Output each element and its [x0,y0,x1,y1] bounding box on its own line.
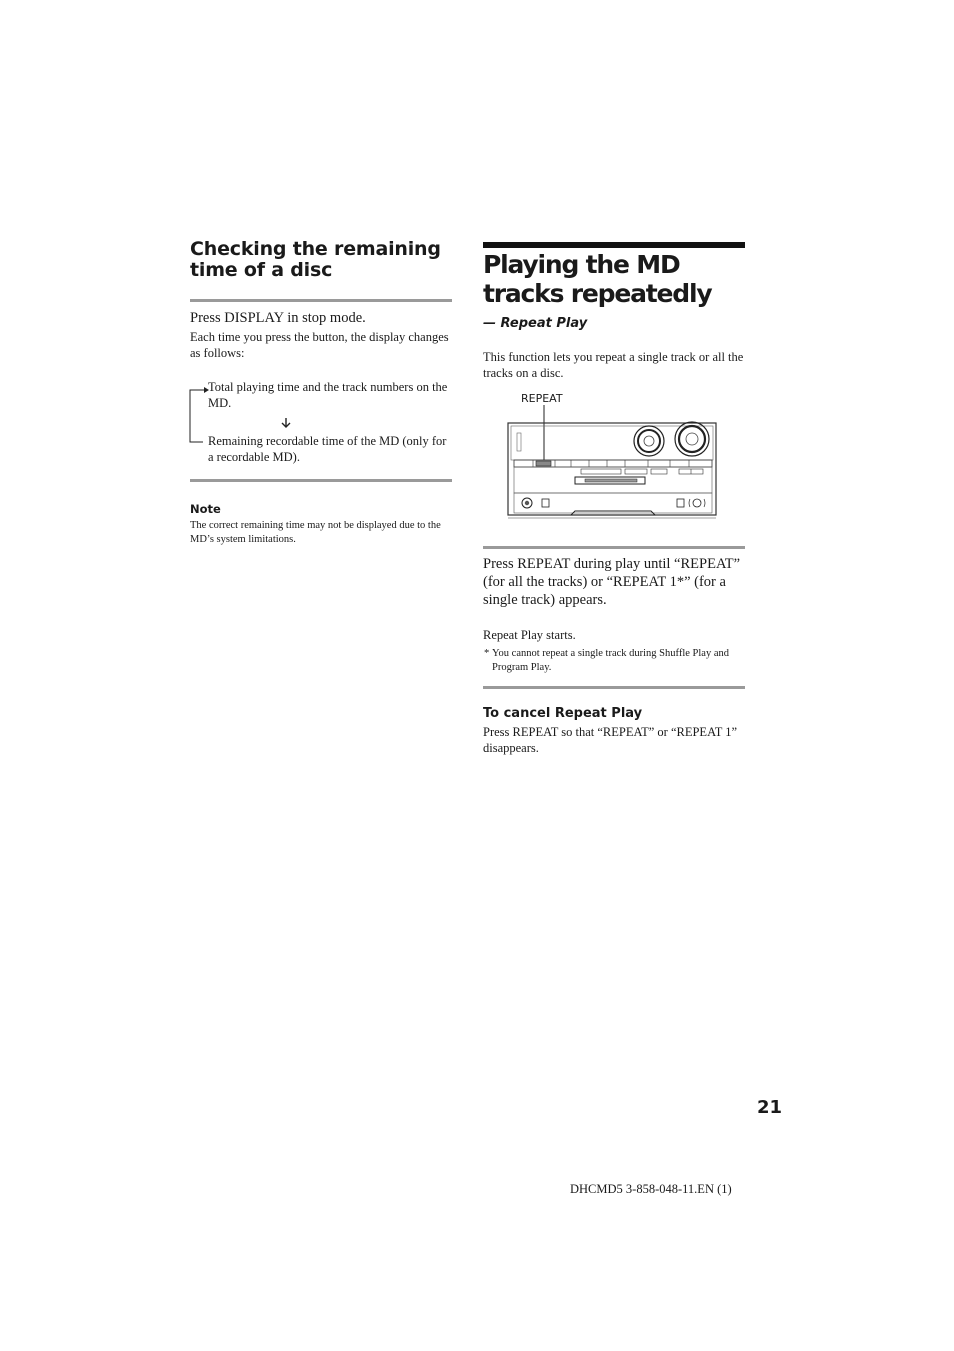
step-result: Repeat Play starts. [483,628,576,642]
note-title: Note [190,502,221,516]
cancel-text: Press REPEAT so that “REPEAT” or “REPEAT 1” disappears. [483,725,738,755]
section-divider [483,686,745,689]
page-subtitle: — Repeat Play [483,316,588,331]
note-text: The correct remaining time may not be displayed due to the MD’s system limitations. [190,520,441,545]
heading-rule [483,242,745,248]
display-cycle-item-total-time: Total playing time and the track numbers on the MD. [208,380,448,410]
display-cycle-item-remaining-time: Remaining recordable time of the MD (only for a recordable MD). [208,434,447,464]
section-heading-remaining-time: Checking the remaining time of a disc [190,238,441,281]
page-number: 21 [757,1097,783,1118]
section-divider [483,546,745,549]
footnote-marker: * [484,648,490,659]
repeat-callout-label: REPEAT [521,392,563,405]
step-instruction: Press DISPLAY in stop mode. [190,310,366,326]
intro-text: This function lets you repeat a single track or all the tracks on a disc. [483,350,744,380]
section-divider [190,299,452,302]
cancel-heading: To cancel Repeat Play [483,706,643,721]
footnote-text: You cannot repeat a single track during Shuffle Play and Program Play. [492,648,729,673]
stereo-front-panel-illustration [505,405,723,527]
document-code: DHCMD5 3-858-048-11.EN (1) [570,1182,732,1196]
step-description: Each time you press the button, the display changes as follows: [190,330,449,360]
section-divider [190,479,452,482]
step-instruction: Press REPEAT during play until “REPEAT” (for all the tracks) or “REPEAT 1*” (for a single track) appears. [483,556,741,608]
page-title: Playing the MD tracks repeatedly [483,250,712,308]
